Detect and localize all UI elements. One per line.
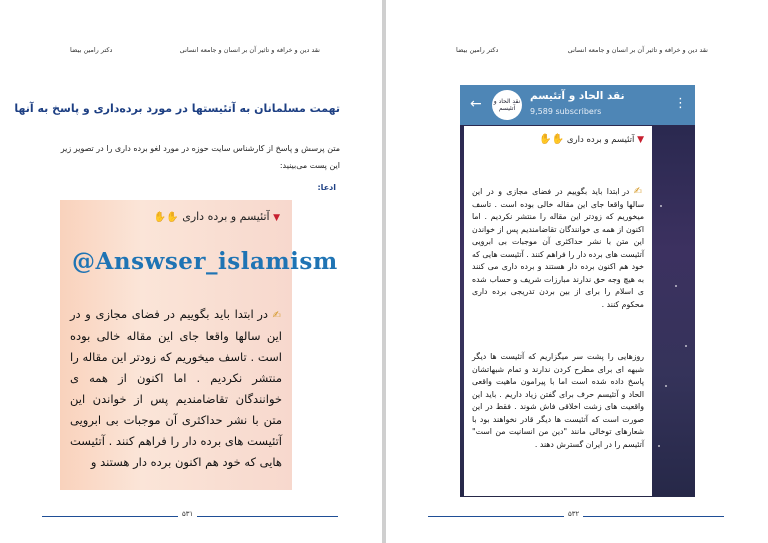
channel-name[interactable]: نقد الحاد و آتئیسم [530,90,625,102]
embedded-post-body-text: در ابتدا باید بگوییم در فضای مجازی و در این سالها واقعا جای این مقاله خالی بوده است . تاسف میخوریم که زودتر این مقاله را منتشر نکردیم . اما اکنون از همه ی خوانندگان تقاضامندیم پس از خواندن این متن با نشر حداکثری آن موجبات بی ابرویی آتئیست های برده دار را فراهم کنند . آتئیست هایی که خود هم اکنون برده دار هستند و [70,307,282,469]
page-number: ۵۳۲ [564,510,583,518]
telegram-screenshot [460,85,695,497]
channel-handle: @Answser_islamism [72,248,338,275]
writing-hand-icon: ✍ [633,186,644,197]
embedded-post-body [70,304,282,473]
right-page [386,0,768,543]
embedded-post-image [60,200,338,490]
message-title-text: آتئیسم و برده داری [566,135,635,145]
claim-label: ادعا: [317,183,336,192]
hand-emoji-icon: ✋✋ [153,212,179,223]
header-author: دکتر رامین بیضا [70,46,113,54]
intro-paragraph: متن پرسش و پاسخ از کارشناس سایت حوزه در مورد لغو برده داری را در تصویر زیر این پست می‌بینید: [60,144,340,170]
page-number: ۵۳۱ [178,510,197,518]
back-arrow-icon[interactable]: ← [470,96,482,112]
message-paragraph: روزهایی را پشت سر میگزاریم که آتئیست ها دیگر شبهه ای برای مطرح کردن ندارند و تمام شبهاتشان پاسخ داده شده است اما با پیرامون ماهیت واقعی الحاد و آتئیسم حرف برای گفتن زیاد داریم . باید این واقعیت های زشت اخلاقی فاش شوند . فقط در این صورت است که آتئیست ها دیگر قادر نخواهند بود با شعارهای توخالی مانند "دین من انسانیت من است" آتئیسم را در ایران گسترش دهند . [472,352,644,449]
channel-avatar[interactable]: نقد الحاد و آتئیسم [492,90,522,120]
header-author: دکتر رامین بیضا [456,46,499,54]
header-title: نقد دین و خرافه و تاثیر آن بر انسان و جامعه انسانی [179,46,320,54]
page-title: تهمت مسلمانان به آتئیستها در مورد برده‌داری و پاسخ به آنها [14,102,340,115]
red-triangle-icon: ▼ [637,135,644,145]
message-title [539,134,644,145]
embedded-post-title [154,210,280,223]
message-paragraph [472,186,644,311]
embedded-post-title-text: آتئیسم و برده داری [182,210,270,223]
telegram-header-bar [460,85,695,125]
writing-hand-icon: ✍ [272,310,282,321]
hand-emoji-icon: ✋✋ [539,134,565,145]
red-triangle-icon: ▼ [273,213,280,223]
subscriber-count: 9,589 subscribers [530,107,602,116]
message-bubble [464,126,652,496]
header-title: نقد دین و خرافه و تاثیر آن بر انسان و جامعه انسانی [567,46,708,54]
more-menu-icon[interactable]: ⋮ [674,96,687,111]
message-paragraph-text: در ابتدا باید بگوییم در فضای مجازی و در این سالها واقعا جای این مقاله خالی بوده است . تاسف میخوریم که زودتر این مقاله را منتشر نکردیم . اما اکنون از همه ی خوانندگان تقاضامندیم پس از خواندن این متن با نشر حداکثری آن موجبات بی ابرویی آتئیست های برده دار را فراهم کنند . آتئیست هایی که خود هم اکنون برده دار هستند و برده داری می کنند به هیچ وجه حق ندارند مبارزات شریف و حساب شده ی اسلام را برای از بین بردن تدریجی برده داری محکوم کنند . [472,187,644,309]
left-page [0,0,382,543]
